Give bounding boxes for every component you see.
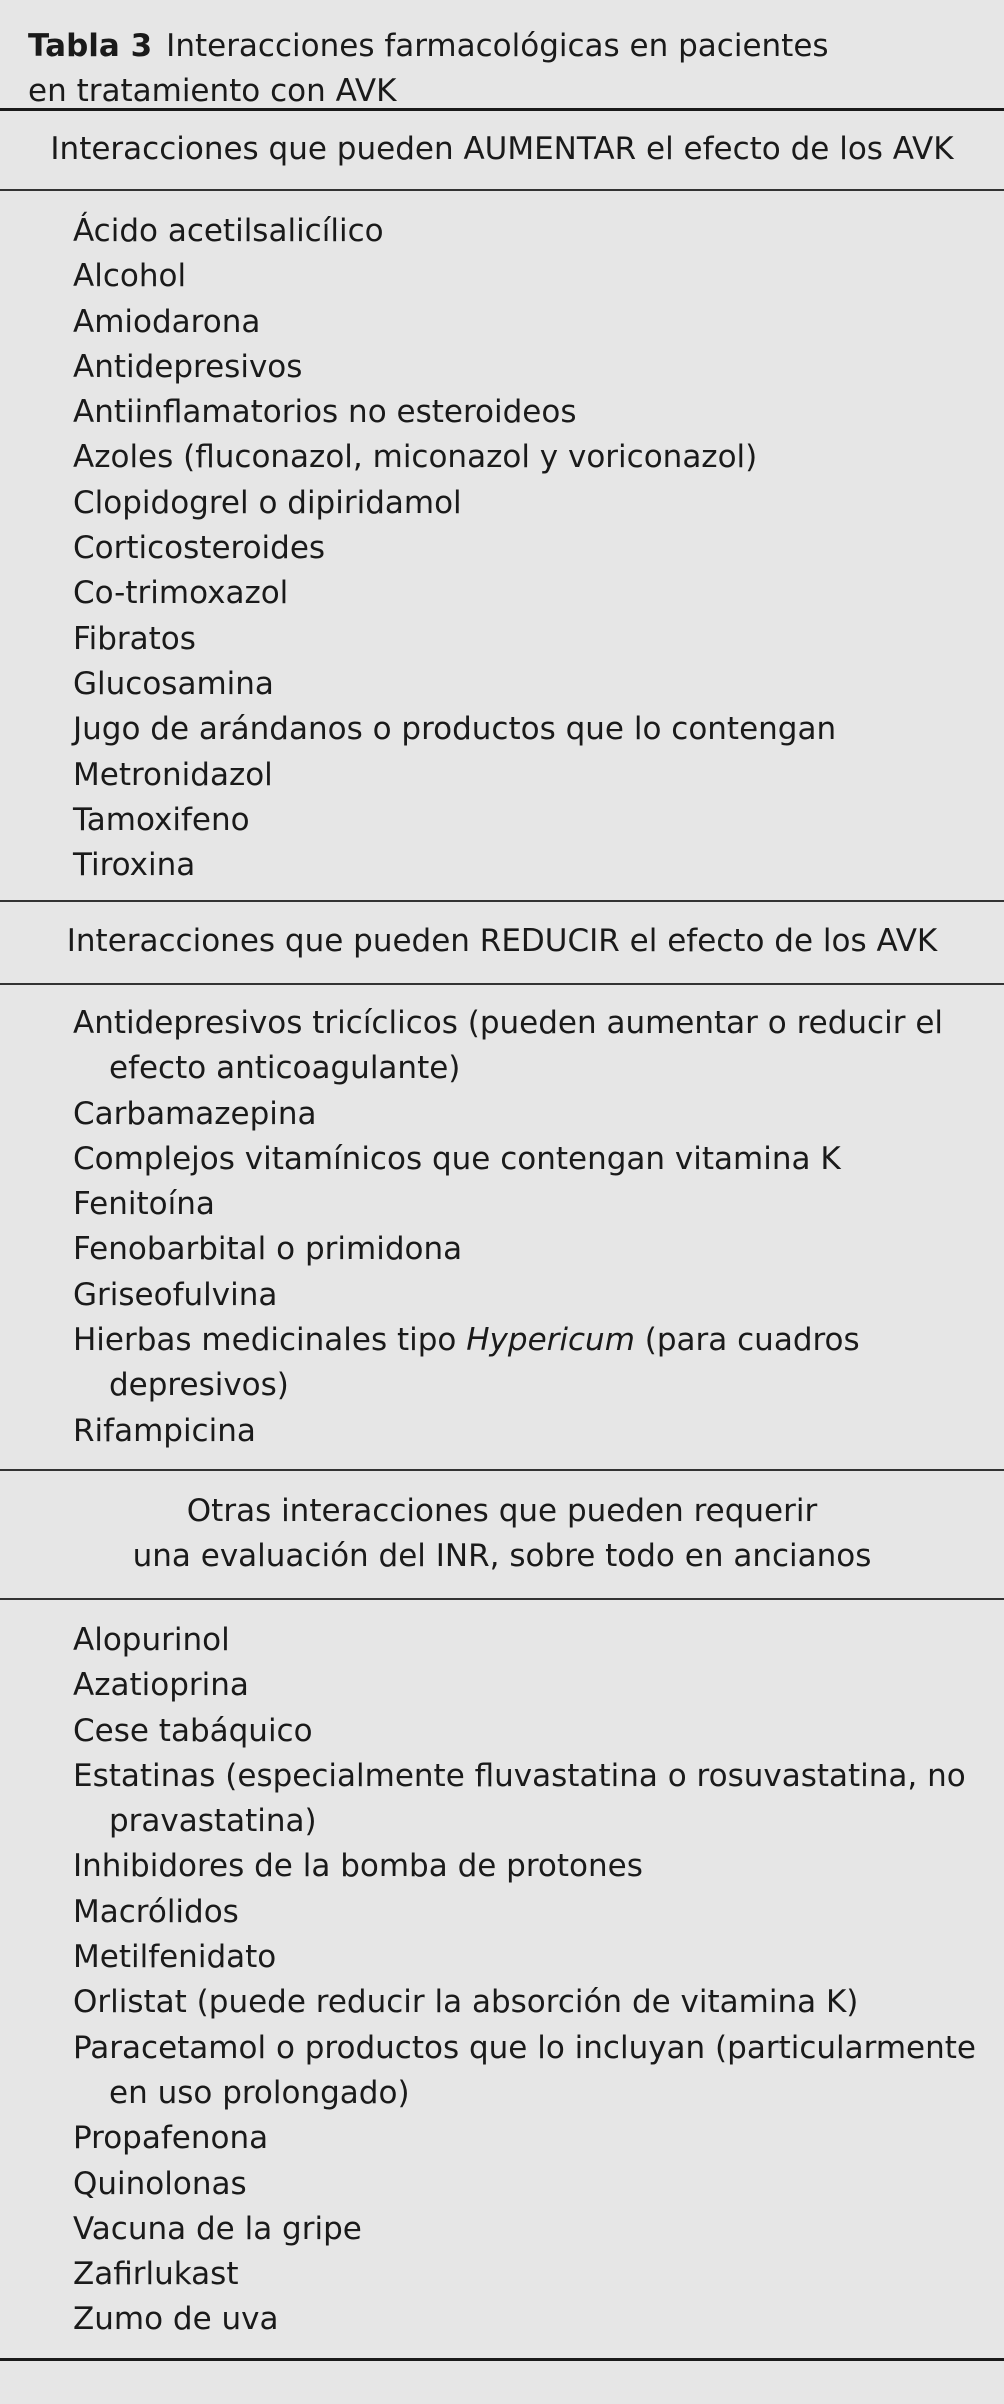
list-item: Fibratos	[73, 620, 196, 657]
list-item: Antidepresivos	[73, 348, 303, 385]
list-increase	[0, 191, 1004, 900]
list-item: Fenobarbital o primidona	[73, 1231, 463, 1268]
caption-title-2: en tratamiento con AVK	[28, 73, 397, 109]
list-item: Fenitoína	[73, 1186, 215, 1223]
section-heading-other-line-2: una evaluación del INR, sobre todo en ancianos	[132, 1538, 872, 1574]
section-heading-reduce: Interacciones que pueden REDUCIR el efecto de los AVK	[66, 923, 938, 959]
list-item: Co-trimoxazol	[73, 575, 289, 612]
caption-line-1	[28, 24, 976, 69]
section-heading-other	[0, 1471, 1004, 1598]
list-item: Glucosamina	[73, 665, 274, 702]
table-caption	[0, 0, 1004, 108]
list-item: Carbamazepina	[73, 1095, 317, 1132]
list-item: Corticosteroides	[73, 530, 326, 567]
list-item: Ácido acetilsalicílico	[73, 213, 384, 249]
list-item: Tiroxina	[73, 847, 196, 884]
list-reduce	[0, 985, 1004, 1469]
list-item: Griseofulvina	[73, 1276, 278, 1313]
caption-title-1: Interacciones farmacológicas en pacientes	[166, 28, 829, 64]
list-item: Cese tabáquico	[73, 1712, 313, 1749]
list-item: Jugo de arándanos o productos que lo contengan	[73, 711, 837, 748]
list-item: Quinolonas	[73, 2165, 247, 2202]
list-item: Alopurinol	[73, 1622, 230, 1658]
list-item: Estatinas (especialmente fluvastatina o rosuvastatina, no pravastatina)	[73, 1757, 966, 1840]
list-item: Complejos vitamínicos que contengan vitamina K	[73, 1140, 841, 1177]
list-item: Clopidogrel o dipiridamol	[73, 484, 462, 521]
section-heading-other-line-1: Otras interacciones que pueden requerir	[186, 1493, 818, 1529]
list-item: Antiinflamatorios no esteroideos	[73, 394, 577, 431]
list-item: Azatioprina	[73, 1667, 249, 1704]
section-heading-increase: Interacciones que pueden AUMENTAR el efecto de los AVK	[50, 131, 954, 167]
list-other	[0, 1600, 1004, 2358]
list-item: Vacuna de la gripe	[73, 2210, 362, 2247]
list-item: Metilfenidato	[73, 1939, 277, 1976]
list-item-hypericum	[73, 1318, 1004, 1409]
list-item: Amiodarona	[73, 303, 261, 340]
list-item: Macrólidos	[73, 1893, 239, 1930]
bottom-rule	[0, 2358, 1004, 2361]
list-item: Propafenona	[73, 2120, 269, 2157]
list-item: Antidepresivos tricíclicos (pueden aumentar o reducir el efecto anticoagulante)	[73, 1005, 943, 1087]
list-item: Azoles (fluconazol, miconazol y voriconazol)	[73, 439, 758, 476]
item-text: Hierbas medicinales tipo	[73, 1322, 467, 1359]
list-item: Paracetamol o productos que lo incluyan (particularmente en uso prolongado)	[73, 2029, 976, 2111]
list-item: Rifampicina	[73, 1412, 256, 1449]
list-item: Zafirlukast	[73, 2256, 239, 2293]
list-item: Orlistat (puede reducir la absorción de vitamina K)	[73, 1984, 859, 2021]
item-text-italic: Hypericum	[466, 1322, 635, 1359]
list-item: Tamoxifeno	[73, 801, 250, 838]
item-text: (para cuadros depresivos)	[109, 1322, 860, 1404]
list-item: Inhibidores de la bomba de protones	[73, 1848, 643, 1885]
list-item: Alcohol	[73, 258, 187, 295]
list-item: Zumo de uva	[73, 2301, 279, 2338]
table-label: Tabla 3	[28, 28, 153, 64]
list-item: Metronidazol	[73, 756, 273, 793]
